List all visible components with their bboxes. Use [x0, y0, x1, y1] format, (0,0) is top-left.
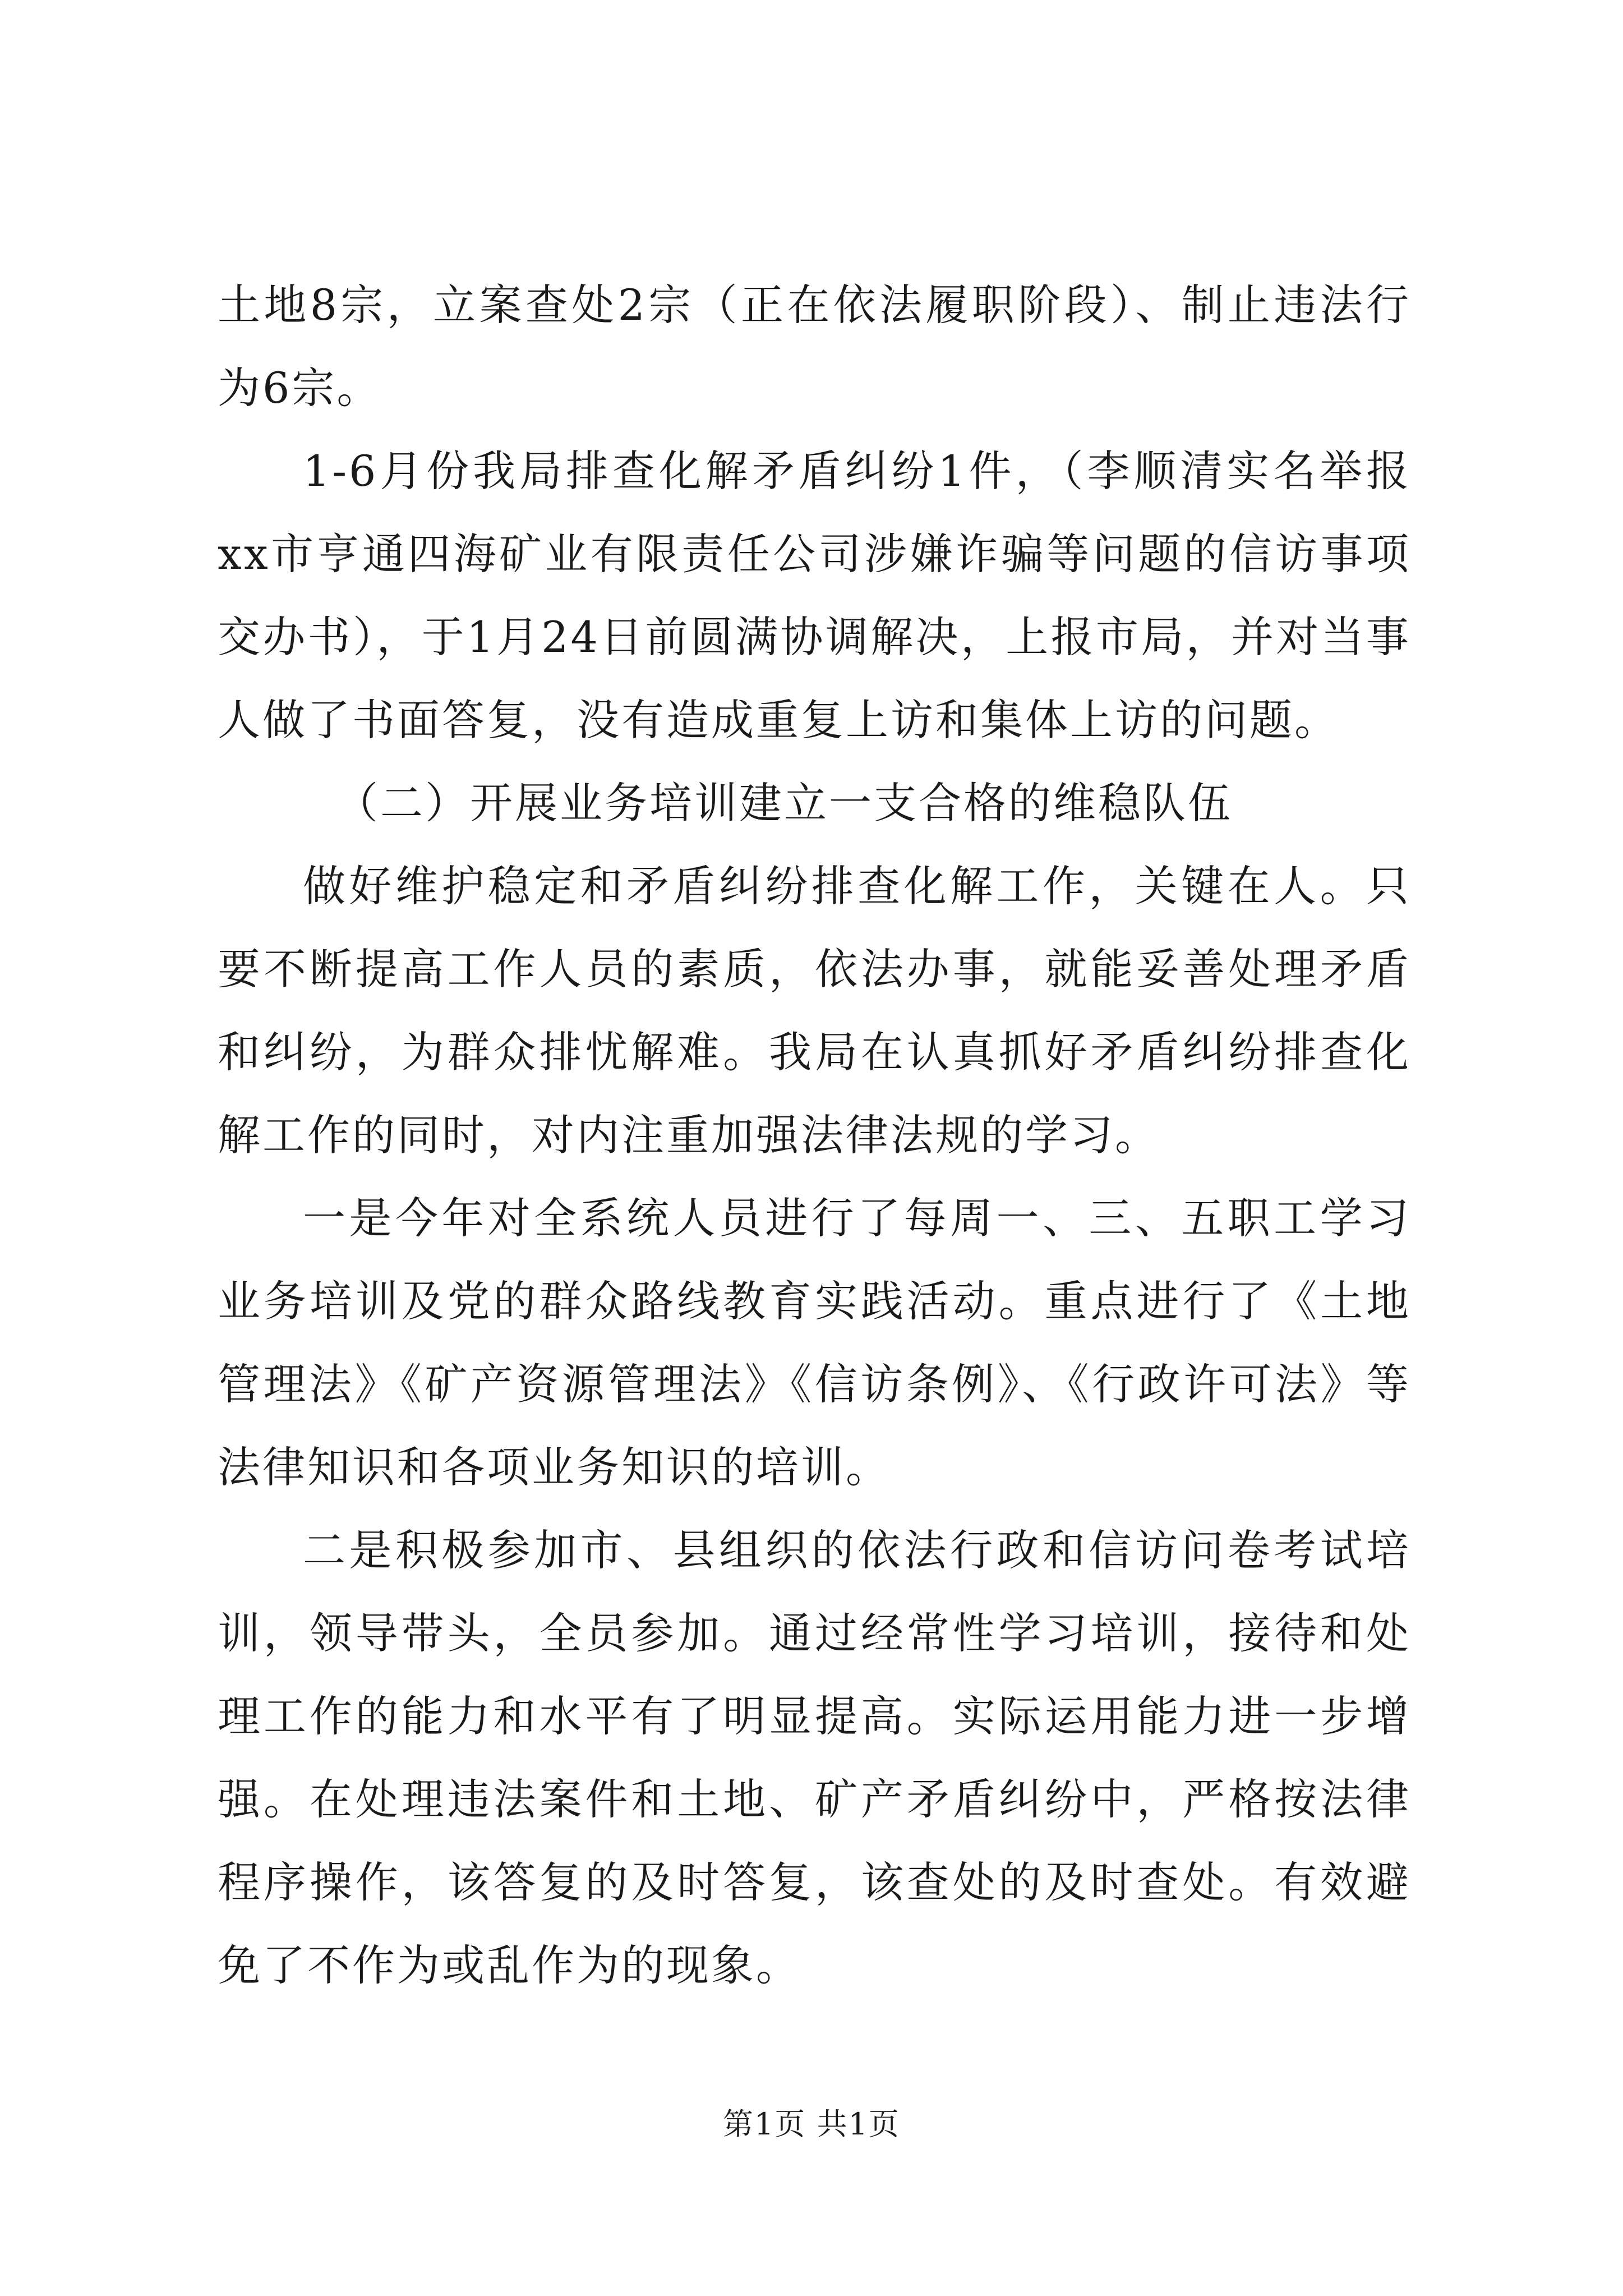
document-body: [218, 264, 1411, 2007]
paragraph-point-two: 二是积极参加市、县组织的依法行政和信访问卷考试培训，领导带头，全员参加。通过经常性学习培训，接待和处理工作的能力和水平有了明显提高。实际运用能力进一步增强。在处理违法案件和土地、矿产矛盾纠纷中，严格按法律程序操作，该答复的及时答复，该查处的及时查处。有效避免了不作为或乱作为的现象。: [218, 1525, 1411, 1990]
paragraph-dispute-resolution: 1-6月份我局排查化解矛盾纠纷1件，（李顺清实名举报xx市亨通四海矿业有限责任公司涉嫌诈骗等问题的信访事项交办书），于1月24日前圆满协调解决，上报市局，并对当事人做了书面答复，没有造成重复上访和集体上访的问题。: [218, 446, 1411, 745]
paragraph-point-one: 一是今年对全系统人员进行了每周一、三、五职工学习业务培训及党的群众路线教育实践活动。重点进行了《土地管理法》《矿产资源管理法》《信访条例》、《行政许可法》等法律知识和各项业务知识的培训。: [218, 1193, 1411, 1492]
section-heading-training: （二）开展业务培训建立一支合格的维稳队伍: [335, 778, 1233, 828]
paragraph-stability-work: 做好维护稳定和矛盾纠纷排查化解工作，关键在人。只要不断提高工作人员的素质，依法办事，就能妥善处理矛盾和纠纷，为群众排忧解难。我局在认真抓好矛盾纠纷排查化解工作的同时，对内注重加强法律法规的学习。: [218, 861, 1411, 1160]
page-number-footer: 第1页 共1页: [723, 2106, 900, 2142]
paragraph-land-cases: 土地8宗，立案查处2宗（正在依法履职阶段）、制止违法行为6宗。: [218, 280, 1411, 413]
